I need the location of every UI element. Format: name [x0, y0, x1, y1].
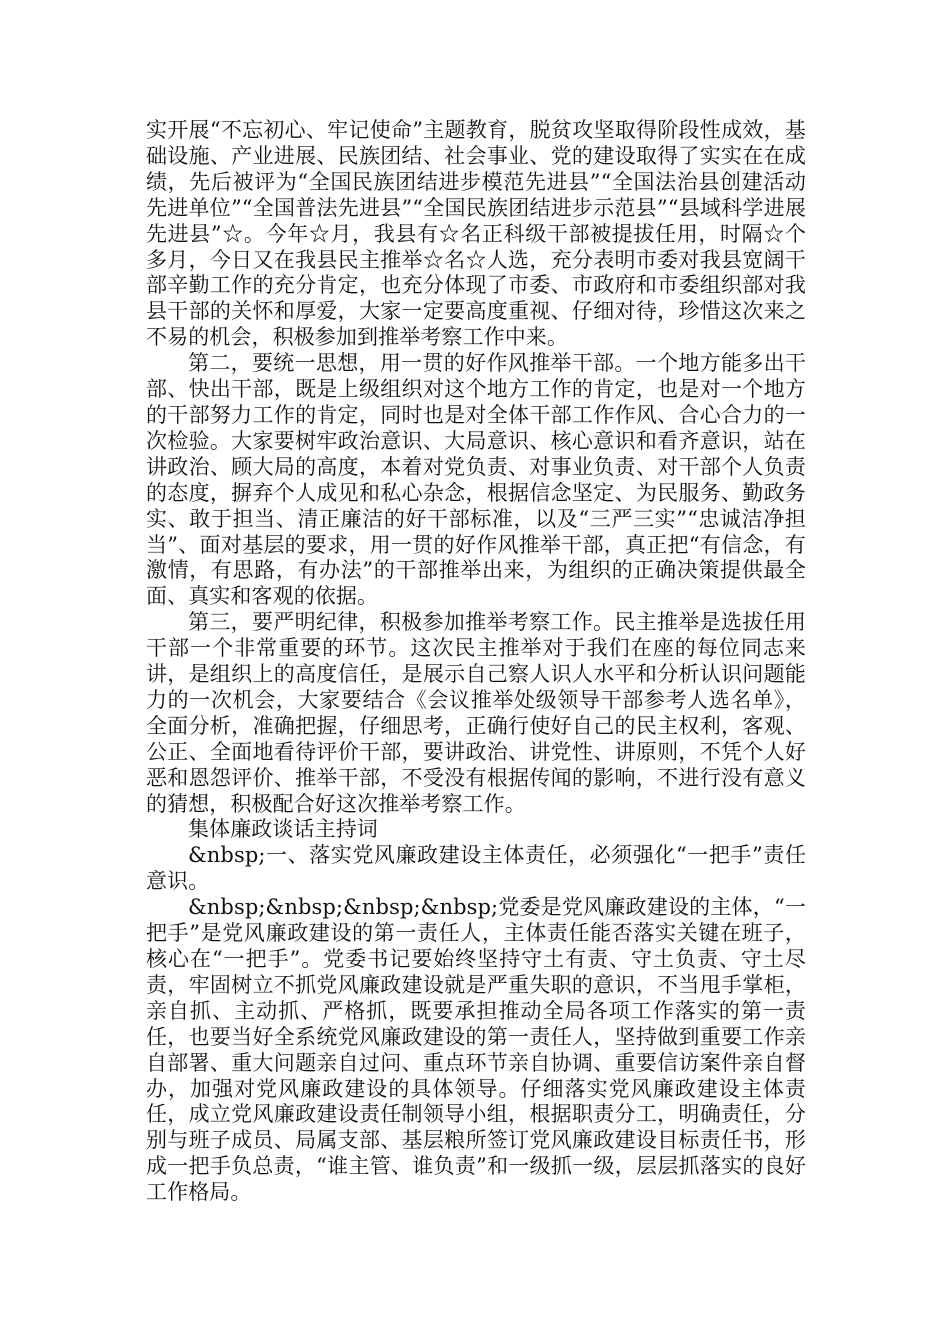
paragraph-2: 第二，要统一思想，用一贯的好作风推举干部。一个地方能多出干部、快出干部，既是上级组织对这个地方工作的肯定，也是对一个地方的干部努力工作的肯定，同时也是对全体干部工作作风、合心合力的一次检验。大家要树牢政治意识、大局意识、核心意识和看齐意识，站在讲政治、顾大局的高度，本着对党负责、对事业负责、对干部个人负责的态度，摒弃个人成见和私心杂念，根据信念坚定、为民服务、勤政务实、敢于担当、清正廉洁的好干部标准，以及“三严三实”“忠诚洁净担当”、面对基层的要求，用一贯的好作风推举干部，真正把“有信念，有激情，有思路，有办法”的干部推举出来，为组织的正确决策提供最全面、真实和客观的依据。 — [146, 351, 806, 609]
paragraph-3: 第三，要严明纪律，积极参加推举考察工作。民主推举是选拔任用干部一个非常重要的环节。这次民主推举对于我们在座的每位同志来讲，是组织上的高度信任，是展示自己察人识人水平和分析认识问题能力的一次机会，大家要结合《会议推举处级领导干部参考人选名单》，全面分析，准确把握，仔细思考，正确行使好自己的民主权利，客观、公正、全面地看待评价干部，要讲政治、讲党性、讲原则，不凭个人好恶和恩怨评价、推举干部，不受没有根据传闻的影响，不进行没有意义的猜想，积极配合好这次推举考察工作。 — [146, 610, 806, 816]
paragraph-1: 实开展“不忘初心、牢记使命”主题教育，脱贫攻坚取得阶段性成效，基础设施、产业进展、民族团结、社会事业、党的建设取得了实实在在成绩，先后被评为“全国民族团结进步模范先进县”“全国法治县创建活动先进单位”“全国普法先进县”“全国民族团结进步示范县”“县域科学进展先进县”☆。今年☆月，我县有☆名正科级干部被提拔任用，时隔☆个多月，今日又在我县民主推举☆名☆人选，充分表明市委对我县宽阔干部辛勤工作的充分肯定，也充分体现了市委、市政府和市委组织部对我县干部的关怀和厚爱，大家一定要高度重视、仔细对待，珍惜这次来之不易的机会，积极参加到推举考察工作中来。 — [146, 118, 806, 350]
paragraph-6: &nbsp;&nbsp;&nbsp;&nbsp;党委是党风廉政建设的主体，“一把手”是党风廉政建设的第一责任人，主体责任能否落实关键在班子，核心在“一把手”。党委书记要始终坚持守土有责、守土负责、守土尽责，牢固树立不抓党风廉政建设就是严重失职的意识，不当甩手掌柜，亲自抓、主动抓、严格抓，既要承担推动全局各项工作落实的第一责任，也要当好全系统党风廉政建设的第一责任人，坚持做到重要工作亲自部署、重大问题亲自过问、重点环节亲自协调、重要信访案件亲自督办，加强对党风廉政建设的具体领导。仔细落实党风廉政建设主体责任，成立党风廉政建设责任制领导小组，根据职责分工，明确责任，分别与班子成员、局属支部、基层粮所签订党风廉政建设目标责任书，形成一把手负总责，“谁主管、谁负责”和一级抓一级，层层抓落实的良好工作格局。 — [146, 895, 806, 1205]
document-page — [146, 118, 806, 1206]
paragraph-5: &nbsp;一、落实党风廉政建设主体责任，必须强化“一把手”责任意识。 — [146, 843, 806, 894]
section-heading: 集体廉政谈话主持词 — [188, 817, 378, 842]
